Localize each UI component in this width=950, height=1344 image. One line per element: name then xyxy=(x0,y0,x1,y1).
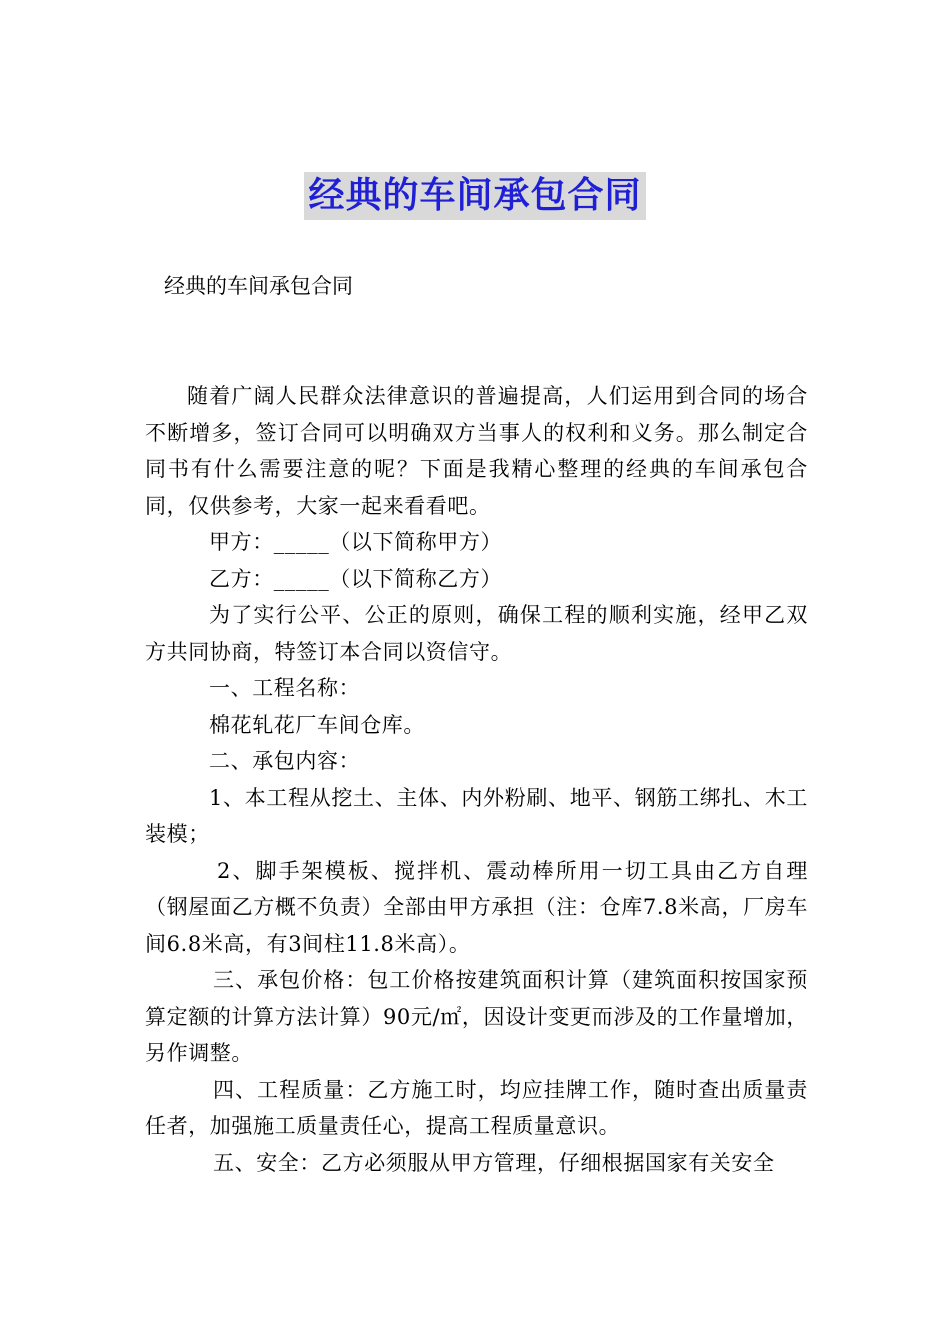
document-body xyxy=(145,378,808,1181)
contract-content-item-1: 1、本工程从挖土、主体、内外粉刷、地平、钢筋工绑扎、木工装模； xyxy=(145,785,808,846)
intro-paragraph: 随着广阔人民群众法律意识的普遍提高，人们运用到合同的场合不断增多，签订合同可以明确双方当事人的权利和义务。那么制定合同书有什么需要注意的呢？下面是我精心整理的经典的车间承包合同，仅供参考，大家一起来看看吧。 xyxy=(145,384,808,518)
party-b-line: 乙方：_____（以下简称乙方） xyxy=(209,566,503,591)
document-title: 经典的车间承包合同 xyxy=(304,172,645,220)
contract-content-item-2: 2、脚手架模板、搅拌机、震动棒所用一切工具由乙方自理（钢屋面乙方概不负责）全部由甲方承担（注：仓库7.8米高，厂房车间6.8米高，有3间柱11.8米高）。 xyxy=(145,858,808,956)
party-a-line: 甲方：_____（以下简称甲方） xyxy=(209,530,503,554)
project-name-text: 棉花轧花厂车间仓库。 xyxy=(209,712,425,737)
section-heading-project-name: 一、工程名称： xyxy=(209,676,361,700)
purpose-paragraph: 为了实行公平、公正的原则，确保工程的顺利实施，经甲乙双方共同协商，特签订本合同以资信守。 xyxy=(145,603,808,664)
section-contract-price: 三、承包价格：包工价格按建筑面积计算（建筑面积按国家预算定额的计算方法计算）90元/㎡，因设计变更而涉及的工作量增加，另作调整。 xyxy=(145,968,808,1065)
section-heading-contract-content: 二、承包内容： xyxy=(209,749,361,773)
title-container xyxy=(0,172,950,220)
section-project-quality: 四、工程质量：乙方施工时，均应挂牌工作，随时查出质量责任者，加强施工质量责任心，提高工程质量意识。 xyxy=(145,1077,808,1138)
document-subtitle: 经典的车间承包合同 xyxy=(164,274,353,298)
section-safety: 五、安全：乙方必须服从甲方管理，仔细根据国家有关安全 xyxy=(213,1150,775,1175)
